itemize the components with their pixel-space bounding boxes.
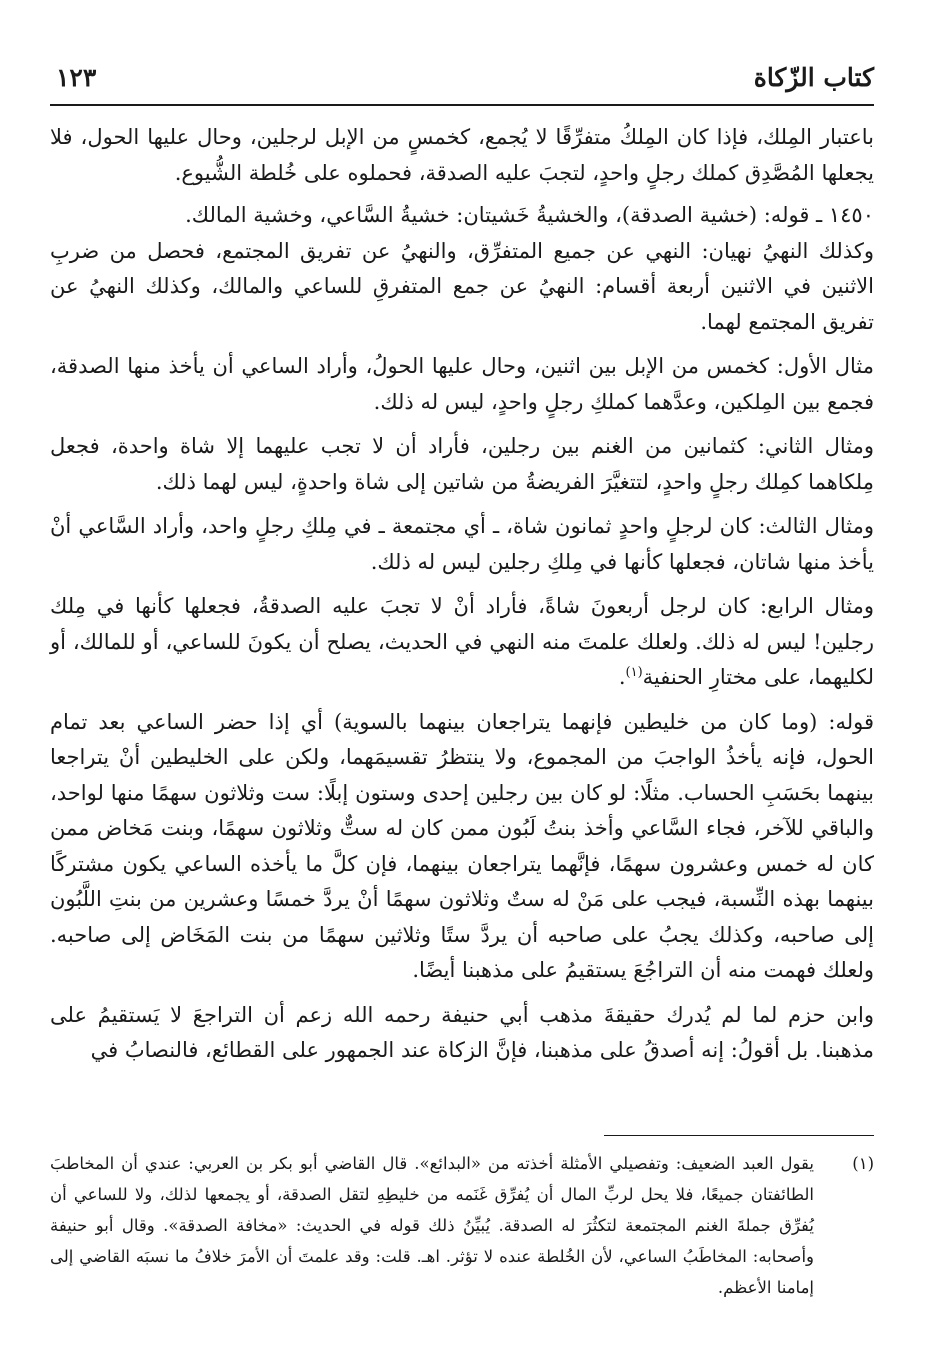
paragraph-text: ومثال الرابع: كان لرجل أربعونَ شاةً، فأراد أنْ لا تجبَ عليه الصدقةُ، فجعلها كأنها في مِلك رجلين! ليس له ذلك. ولعلك علمتَ منه النهي في الحديث، يصلح أن يكونَ للساعي، أو للمالك، أو لكليهما، على مختارِ الحنفية (50, 594, 874, 689)
footnote-text: يقول العبد الضعيف: وتفصيلي الأمثلة أخذته من «البدائع». قال القاضي أبو بكر بن العربي: عندي أن المخاطبَ الطائفتان جميعًا، فلا يحل لربِّ المال أن يُفرِّق غَنَمه من خليطِهِ لتقل الصدقة، أو يجمعها لذلك، ولا للساعي أن يُفرِّق جملةَ الغنم المجتمعة لتكثُرَ له الصدقة. يُبيِّنُ ذلك قوله في الحديث: «مخافة الصدقة». وقال أبو حنيفة وأصحابه: المخاطَبُ الساعي، لأن الخُلطة عنده لا تؤثر. اهـ. قلت: وقد علمتَ أن الأمرَ خلافُ ما نسبَه القاضي إلى إمامنا الأعظم. (50, 1154, 814, 1297)
paragraph: ومثال الثاني: كثمانين من الغنم بين رجلين، فأراد أن لا تجب عليهما إلا شاة واحدة، فجعل مِلكاهما كمِلك رجلٍ واحدٍ، لتتغيَّرَ الفريضةُ من شاتين إلى شاة واحدةٍ، ليس لهما ذلك. (50, 434, 874, 494)
footnotes (50, 1148, 874, 1303)
paragraph: وابن حزم لما لم يُدرك حقيقةَ مذهب أبي حنيفة رحمه الله زعم أن التراجعَ لا يَستقيمُ على مذهبنا. بل أقولُ: إنه أصدقُ على مذهبنا، فإنَّ الزكاة عند الجمهور على القطائع، فالنصابُ في (50, 1002, 874, 1062)
footnote-reference[interactable]: (١) (625, 665, 643, 680)
book-title: كتاب الزّكاة (753, 63, 874, 92)
paragraph: باعتبار المِلك، فإذا كان المِلكُ متفرِّقًا لا يُجمع، كخمسٍ من الإبل لرجلين، وحال عليها الحول، فلا يجعلها المُصَّدِق كملك رجلٍ واحدٍ، لتجبَ عليه الصدقة، فحملوه على خُلطة الشُّيوع. (50, 125, 874, 185)
footnote (50, 1148, 874, 1303)
main-text (50, 120, 874, 1078)
paragraph: ١٤٥٠ ـ قوله: (خشية الصدقة)، والخشيةُ خَشيتان: خشيةُ السَّاعي، وخشية المالك. (185, 203, 874, 227)
paragraph: وكذلك النهيُ نهيان: النهي عن جميع المتفرِّق، والنهيُ عن تفريق المجتمع، فحصل من ضربِ الاثنين في الاثنين أربعة أقسام: النهيُ عن جمع المتفرقِ للساعي والمالك، وكذلك النهيُ عن تفريق المجتمع لهما. (50, 238, 874, 334)
page-header (50, 58, 874, 102)
paragraph: قوله: (وما كان من خليطين فإنهما يتراجعان بينهما بالسوية) أي إذا حضر الساعي بعد تمام الحول، فإنه يأخذُ الواجبَ من المجموع، ولا ينتظرُ تقسيمَهما، ولكن على الخليطين أنْ يتراجعا بينهما بحَسَبِ الحساب. مثلًا: لو كان بين رجلين إحدى وستون إبلًا: ست وثلاثون سهمًا منها لواحد، والباقي للآخر، فجاء السَّاعي وأخذ بنتُ لَبُون ممن كان له ستٌّ وثلاثون سهمًا، وبنت مَخاض ممن كان له خمس وعشرون سهمًا، فإنَّهما يتراجعان بينهما، فإن كلَّ ما يأخذه الساعي يكون مشتركًا بينهما بهذه النِّسبة، فيجب على مَنْ له ستٌ وثلاثون سهمًا أنْ يردَّ خمسًا وعشرين من بنتِ اللَّبُون إلى صاحبه، وكذلك يجبُ على صاحبه أن يردَّ ستًا وثلاثين سهمًا من بنت المَخَاض إلى صاحبه. ولعلك فهمت منه أن التراجُعَ يستقيمُ على مذهبنا أيضًا. (50, 709, 874, 982)
paragraph-with-footnote: ومثال الرابع: كان لرجل أربعونَ شاةً، فأراد أنْ لا تجبَ عليه الصدقةُ، فجعلها كأنها في مِلك رجلين! ليس له ذلك. ولعلك علمتَ منه النهي في الحديث، يصلح أن يكونَ للساعي، أو للمالك، أو لكليهما، على مختارِ الحنفية$^{(١)}$. (50, 594, 874, 689)
paragraph: مثال الأول: كخمس من الإبل بين اثنين، وحال عليها الحولُ، وأراد الساعي أن يأخذ منها الصدقة، فجمع بين المِلكين، وعدَّهما كملكِ رجلٍ واحدٍ، ليس له ذلك. (50, 354, 874, 414)
paragraph: ومثال الثالث: كان لرجلٍ واحدٍ ثمانون شاة، ـ أي مجتمعة ـ في مِلكِ رجلٍ واحد، وأراد السَّاعي أنْ يأخذ منها شاتان، فجعلها كأنها في مِلكِ رجلين ليس له ذلك. (50, 514, 874, 574)
page-number: ١٢٣ (56, 63, 97, 92)
footnote-divider (604, 1135, 874, 1136)
footnote-marker: (١) (852, 1154, 874, 1173)
header-divider (50, 104, 874, 106)
